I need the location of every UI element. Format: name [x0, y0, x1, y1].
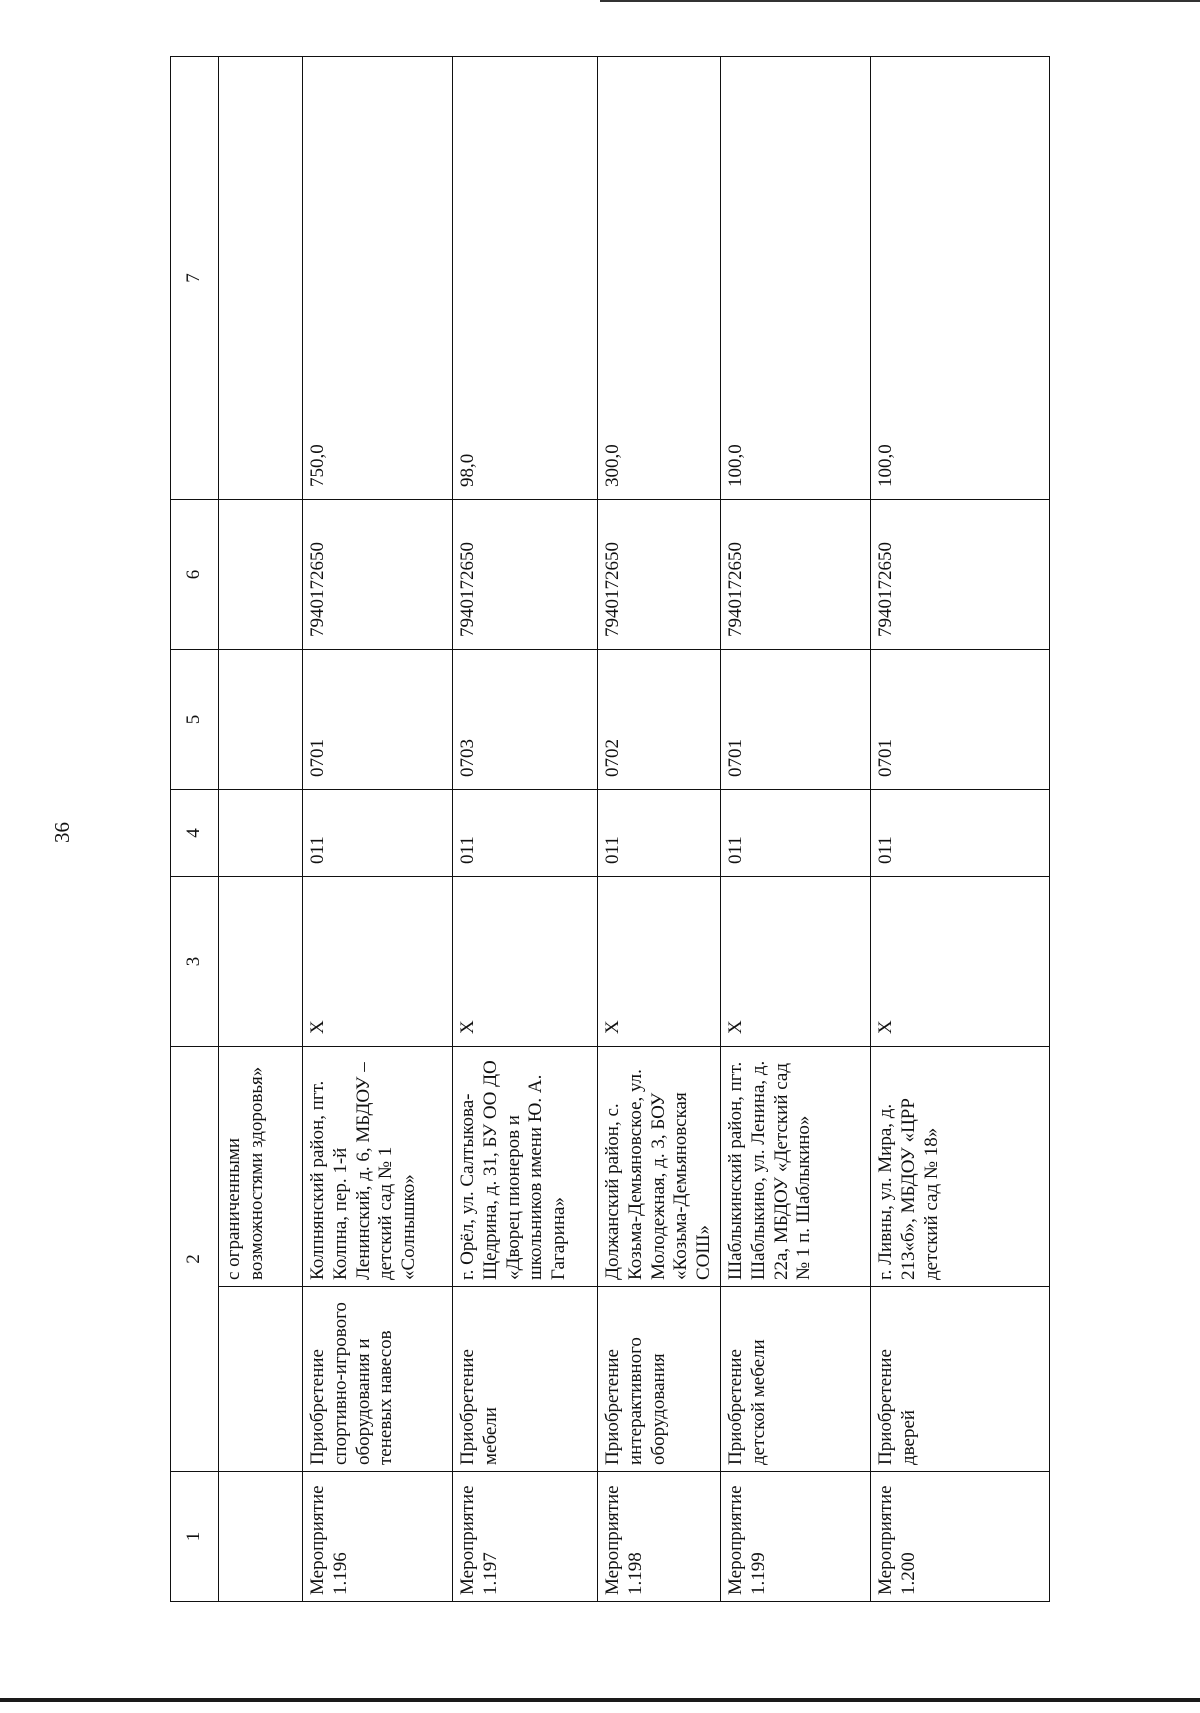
row-col-4: 011: [870, 790, 1049, 877]
row-col-5: 0702: [598, 650, 721, 790]
row-col-5: 0701: [870, 650, 1049, 790]
continuation-row: [219, 57, 303, 1602]
row-id: Мероприятие 1.200: [870, 1472, 1049, 1602]
row-name: Приобретение спортивно-игрового оборудования и теневых навесов: [303, 1287, 453, 1472]
row-location: г. Ливны, ул. Мира, д. 213«б», МБДОУ «ЦРР детский сад № 18»: [870, 1047, 1049, 1287]
row-col-4: 011: [598, 790, 721, 877]
header-row: [171, 57, 219, 1602]
row-location: Шаблыкинский район, пгт. Шаблыкино, ул. Ленина, д. 22а, МБДОУ «Детский сад № 1 п. Шаблыкино»: [720, 1047, 870, 1287]
table-row: [453, 57, 598, 1602]
header-col-6: 6: [171, 500, 219, 650]
header-col-5: 5: [171, 650, 219, 790]
row-col-4: 011: [303, 790, 453, 877]
row-id: Мероприятие 1.198: [598, 1472, 721, 1602]
row-col-7: 100,0: [720, 57, 870, 500]
budget-table: [170, 56, 1050, 1602]
row-col-4: 011: [720, 790, 870, 877]
row-col-6: 7940172650: [870, 500, 1049, 650]
row-col-3: Х: [870, 877, 1049, 1047]
cont-id-cell: [219, 1472, 303, 1602]
bottom-scan-edge: [0, 1698, 1200, 1702]
table-row: [598, 57, 721, 1602]
page-number-text: 36: [49, 821, 74, 843]
row-id: Мероприятие 1.199: [720, 1472, 870, 1602]
row-col-7: 100,0: [870, 57, 1049, 500]
row-col-5: 0701: [720, 650, 870, 790]
row-col-3: Х: [598, 877, 721, 1047]
row-id: Мероприятие 1.196: [303, 1472, 453, 1602]
table-row: [303, 57, 453, 1602]
cont-c7-cell: [219, 57, 303, 500]
cont-location-cell: с ограниченными возможностями здоровья»: [219, 1047, 303, 1287]
row-name: Приобретение мебели: [453, 1287, 598, 1472]
row-col-3: Х: [720, 877, 870, 1047]
row-col-5: 0701: [303, 650, 453, 790]
row-id: Мероприятие 1.197: [453, 1472, 598, 1602]
cont-c4-cell: [219, 790, 303, 877]
row-col-6: 7940172650: [453, 500, 598, 650]
row-col-6: 7940172650: [303, 500, 453, 650]
row-col-3: Х: [303, 877, 453, 1047]
cont-c6-cell: [219, 500, 303, 650]
table-row: [870, 57, 1049, 1602]
row-col-6: 7940172650: [720, 500, 870, 650]
row-col-6: 7940172650: [598, 500, 721, 650]
cont-c5-cell: [219, 650, 303, 790]
rotated-table-container: [170, 57, 1050, 1602]
row-name: Приобретение интерактивного оборудования: [598, 1287, 721, 1472]
header-col-3: 3: [171, 877, 219, 1047]
header-col-4: 4: [171, 790, 219, 877]
row-location: Должанский район, с. Козьма-Демьяновское, ул. Молодежная, д. 3, БОУ «Козьма-Демьяновская СОШ»: [598, 1047, 721, 1287]
row-col-3: Х: [453, 877, 598, 1047]
row-col-7: 300,0: [598, 57, 721, 500]
header-col-1: 1: [171, 1472, 219, 1602]
cont-name-cell: [219, 1287, 303, 1472]
page-number: [50, 812, 74, 852]
table-row: [720, 57, 870, 1602]
row-col-7: 750,0: [303, 57, 453, 500]
row-location: г. Орёл, ул. Салтыкова-Щедрина, д. 31, БУ ОО ДО «Дворец пионеров и школьников имени Ю. А. Гагарина»: [453, 1047, 598, 1287]
header-col-7: 7: [171, 57, 219, 500]
row-name: Приобретение детской мебели: [720, 1287, 870, 1472]
row-col-7: 98,0: [453, 57, 598, 500]
row-name: Приобретение дверей: [870, 1287, 1049, 1472]
row-col-5: 0703: [453, 650, 598, 790]
row-col-4: 011: [453, 790, 598, 877]
header-col-2: 2: [171, 1047, 219, 1472]
top-scan-edge: [600, 0, 1200, 2]
row-location: Колпнянский район, пгт. Колпна, пер. 1-й Ленинский, д. 6, МБДОУ – детский сад № 1 «Солнышко»: [303, 1047, 453, 1287]
cont-c3-cell: [219, 877, 303, 1047]
